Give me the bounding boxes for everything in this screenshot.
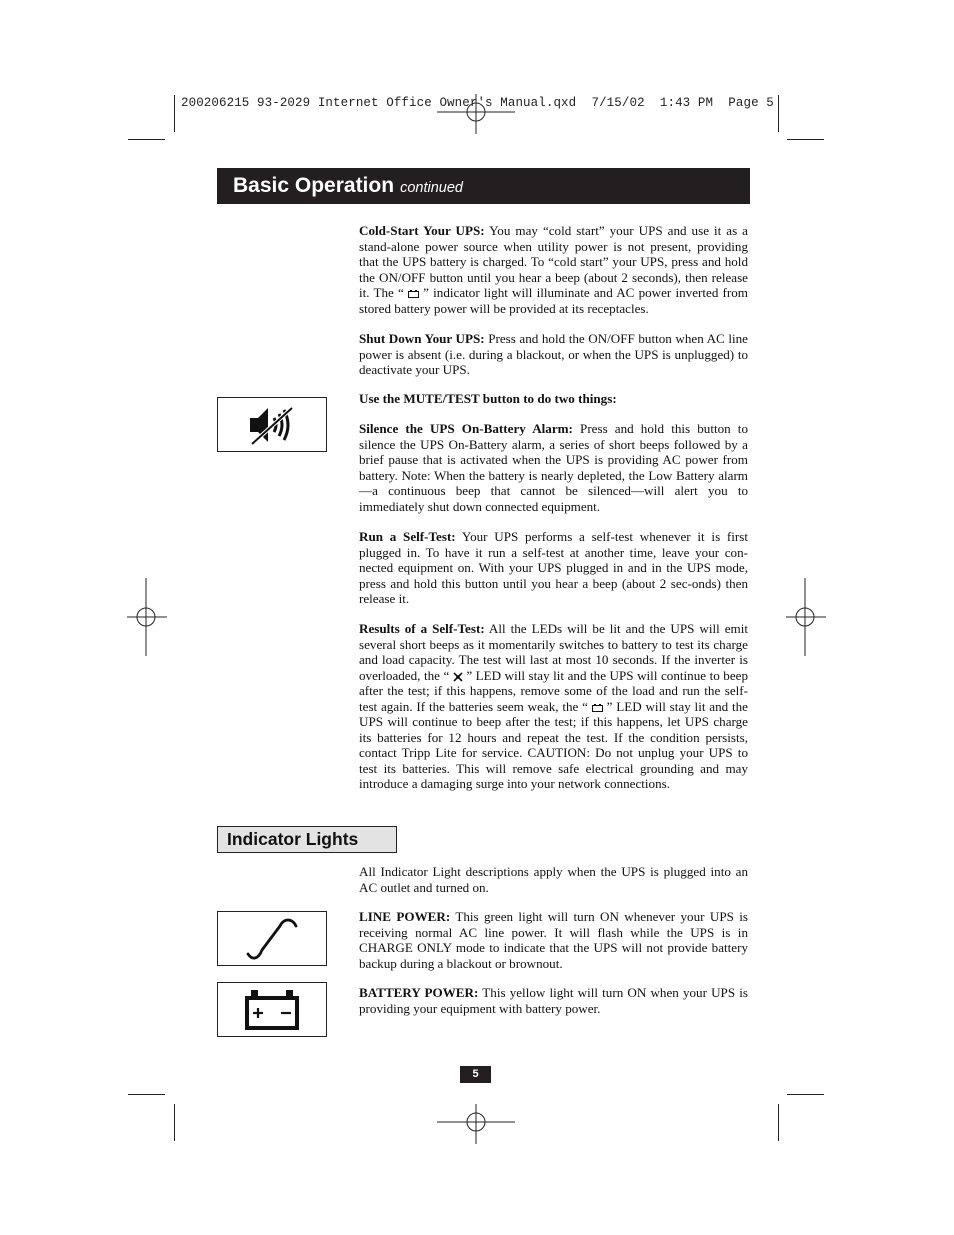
overload-icon [453, 672, 463, 682]
mute-test-intro-text: Use the MUTE/TEST button to do two things: [359, 391, 617, 406]
crop-mark [128, 139, 165, 140]
battery-icon [242, 988, 302, 1032]
registration-mark-icon [127, 578, 167, 656]
cold-start-text-1: You may “cold start” your UPS and use it as a stand-alone power source when utility power is not present, providing that the UPS battery is charged. To “cold start” your UPS, press and hold the ON/OFF button until you hear a beep (about 2 seconds), then release it. The “ [359, 223, 748, 301]
crop-mark [128, 1094, 165, 1095]
crop-mark [787, 139, 824, 140]
mute-icon-box [217, 397, 327, 452]
page-number: 5 [460, 1066, 491, 1083]
self-test-heading: Run a Self-Test: [359, 529, 456, 544]
self-test-results-paragraph [359, 621, 748, 792]
speaker-mute-icon [244, 402, 300, 448]
indicator-lights-title: Indicator Lights [217, 826, 397, 853]
self-test-paragraph [359, 529, 748, 607]
cold-start-heading: Cold-Start Your UPS: [359, 223, 485, 238]
registration-mark-icon [437, 1104, 515, 1144]
battery-power-paragraph [359, 985, 748, 1016]
section-title-bar [217, 168, 750, 204]
shut-down-text: Press and hold the ON/OFF button when AC line power is absent (i.e. during a blackout, or when the UPS is unplugged) to deactivate your UPS. [359, 331, 748, 378]
cold-start-text-2: ” indicator light will illuminate and AC power inverted from stored battery power will be provided at its receptacles. [359, 285, 748, 316]
section-subtitle: continued [400, 180, 463, 196]
self-test-results-text-2: ” LED will stay lit and the UPS will continue to beep after the test; if this happens, remove some of the load and run the self-test again. If the batteries seem weak, the “ [359, 667, 749, 714]
line-power-paragraph [359, 909, 748, 971]
crop-mark [787, 1094, 824, 1095]
battery-small-icon [592, 704, 603, 712]
battery-small-icon [408, 290, 419, 298]
battery-power-icon-box [217, 982, 327, 1037]
cold-start-paragraph [359, 223, 748, 316]
indicator-intro: All Indicator Light descriptions apply when the UPS is plugged into an AC outlet and turned on. [359, 864, 748, 895]
crop-mark [174, 1104, 175, 1141]
silence-alarm-heading: Silence the UPS On-Battery Alarm: [359, 421, 573, 436]
self-test-text: Your UPS performs a self-test whenever it is first plugged in. To have it run a self-test at another time, leave your con-nected equipment on. With your UPS plugged in and in the UPS mode, press and hold this button until you hear a beep (about 2 sec-onds) then release it. [359, 529, 748, 607]
self-test-results-text-3: ” LED will stay lit and the UPS will continue to beep after the test; if this happens, let UPS charge its batteries for 12 hours and repeat the test. If the condition persists, contact Tripp Lite for service. CAUTION: Do not unplug your UPS to test its batteries. This will remove safe electrical grounding and may introduce a damaging surge into your network connections. [359, 698, 748, 792]
crop-mark [778, 95, 779, 132]
mute-test-intro [359, 391, 748, 407]
self-test-results-heading: Results of a Self-Test: [359, 621, 485, 636]
print-header: 200206215 93-2029 Internet Office Owner's Manual.qxd 7/15/02 1:43 PM Page 5 [181, 96, 774, 110]
shut-down-heading: Shut Down Your UPS: [359, 331, 485, 346]
battery-power-heading: BATTERY POWER: [359, 985, 479, 1000]
self-test-results-text-1: All the LEDs will be lit and the UPS will emit several short beeps as it momentarily switches to battery to test its charge and load capacity. The test will last at most 10 seconds. If the inverter is overloaded, the “ [359, 621, 748, 683]
line-power-icon-box [217, 911, 327, 966]
section-title: Basic Operation [233, 174, 395, 197]
crop-mark [174, 95, 175, 132]
line-power-heading: LINE POWER: [359, 909, 451, 924]
shut-down-paragraph [359, 331, 748, 378]
silence-alarm-text: Press and hold this button to silence the UPS On-Battery alarm, a series of short beeps followed by a brief pause that is activated when the UPS is providing AC power from battery. Note: When the battery is nearly depleted, the Low Battery alarm—a continuous beep that cannot be silenced—will alert you to immediately shut down connected equipment. [359, 421, 748, 514]
sine-wave-icon [242, 916, 302, 962]
line-power-text: This green light will turn ON whenever your UPS is receiving normal AC line power. It will flash while the UPS is in CHARGE ONLY mode to indicate that the UPS will not provide battery backup during a blackout or brownout. [359, 909, 748, 971]
silence-alarm-paragraph [359, 421, 748, 514]
crop-mark [778, 1104, 779, 1141]
registration-mark-icon [786, 578, 826, 656]
battery-power-text: This yellow light will turn ON when your UPS is providing your equipment with battery power. [359, 985, 748, 1016]
